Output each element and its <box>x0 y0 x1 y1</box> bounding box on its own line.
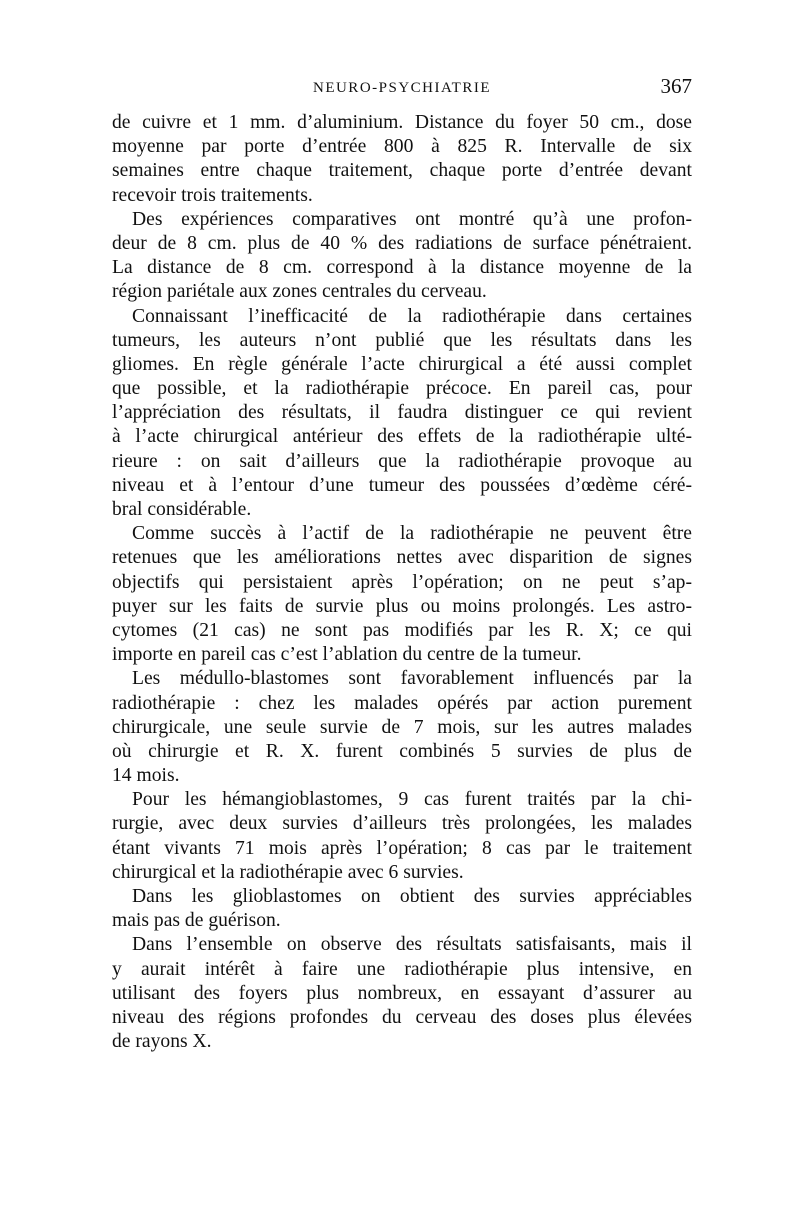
text-line: rurgie, avec deux survies d’ailleurs très prolongées, les malades <box>112 813 692 835</box>
text-line: Des expériences comparatives ont montré qu’à une profon- <box>132 208 692 230</box>
text-line: de cuivre et 1 mm. d’aluminium. Distance du foyer 50 cm., dose <box>112 112 692 133</box>
text-line: deur de 8 cm. plus de 40 % des radiations de surface pénétraient. <box>112 232 692 254</box>
text-line: radiothérapie : chez les malades opérés par action purement <box>112 692 692 714</box>
body-text <box>112 111 692 1054</box>
text-line: Pour les hémangioblastomes, 9 cas furent traités par la chi- <box>132 789 692 811</box>
text-line: à l’acte chirurgical antérieur des effets de la radiothérapie ulté- <box>112 426 692 448</box>
text-line: mais pas de guérison. <box>112 910 281 932</box>
text-line: retenues que les améliorations nettes avec disparition de signes <box>112 547 692 569</box>
text-line: tumeurs, les auteurs n’ont publié que les résultats dans les <box>112 329 692 351</box>
text-line: gliomes. En règle générale l’acte chirurgical a été aussi complet <box>112 353 692 375</box>
text-line: chirurgical et la radiothérapie avec 6 survies. <box>112 861 464 883</box>
text-line: La distance de 8 cm. correspond à la distance moyenne de la <box>112 257 692 279</box>
running-head <box>112 74 692 104</box>
text-line: objectifs qui persistaient après l’opération; on ne peut s’ap- <box>112 571 692 593</box>
text-line: recevoir trois traitements. <box>112 184 313 206</box>
text-line: Comme succès à l’actif de la radiothérapie ne peuvent être <box>132 523 692 545</box>
text-line: où chirurgie et R. X. furent combinés 5 survies de plus de <box>112 740 692 762</box>
text-line: chirurgicale, une seule survie de 7 mois, sur les autres malades <box>112 716 692 738</box>
text-line: de rayons X. <box>112 1031 212 1053</box>
text-line: région pariétale aux zones centrales du cerveau. <box>112 281 487 303</box>
text-line: semaines entre chaque traitement, chaque porte d’entrée devant <box>112 160 692 182</box>
text-line: puyer sur les faits de survie plus ou moins prolongés. Les astro- <box>112 595 692 617</box>
text-line: bral considérable. <box>112 499 252 520</box>
text-line: Dans les glioblastomes on obtient des survies appréciables <box>132 886 692 907</box>
text-line: niveau et à l’entour d’une tumeur des poussées d’œdème céré- <box>112 474 692 496</box>
running-title: NEURO-PSYCHIATRIE <box>312 80 491 96</box>
text-line: étant vivants 71 mois après l’opération; 8 cas par le traitement <box>112 837 692 859</box>
text-line: Les médullo-blastomes sont favorablement influencés par la <box>132 668 692 690</box>
text-line: rieure : on sait d’ailleurs que la radiothérapie provoque au <box>112 450 692 472</box>
text-line: moyenne par porte d’entrée 800 à 825 R. Intervalle de six <box>112 136 692 158</box>
text-line: Connaissant l’inefficacité de la radiothérapie dans certaines <box>132 305 692 327</box>
text-line: l’appréciation des résultats, il faudra distinguer ce qui revient <box>112 402 692 424</box>
text-line: y aurait intérêt à faire une radiothérapie plus intensive, en <box>112 958 692 980</box>
text-line: 14 mois. <box>112 765 180 787</box>
text-line: utilisant des foyers plus nombreux, en essayant d’assurer au <box>112 982 692 1004</box>
text-line: niveau des régions profondes du cerveau des doses plus élevées <box>112 1006 692 1028</box>
page-number: 367 <box>660 74 692 98</box>
text-line: que possible, et la radiothérapie précoce. En pareil cas, pour <box>112 378 692 400</box>
text-line: importe en pareil cas c’est l’ablation du centre de la tumeur. <box>112 644 582 666</box>
text-line: Dans l’ensemble on observe des résultats satisfaisants, mais il <box>132 934 692 956</box>
text-line: cytomes (21 cas) ne sont pas modifiés par les R. X; ce qui <box>112 619 692 641</box>
